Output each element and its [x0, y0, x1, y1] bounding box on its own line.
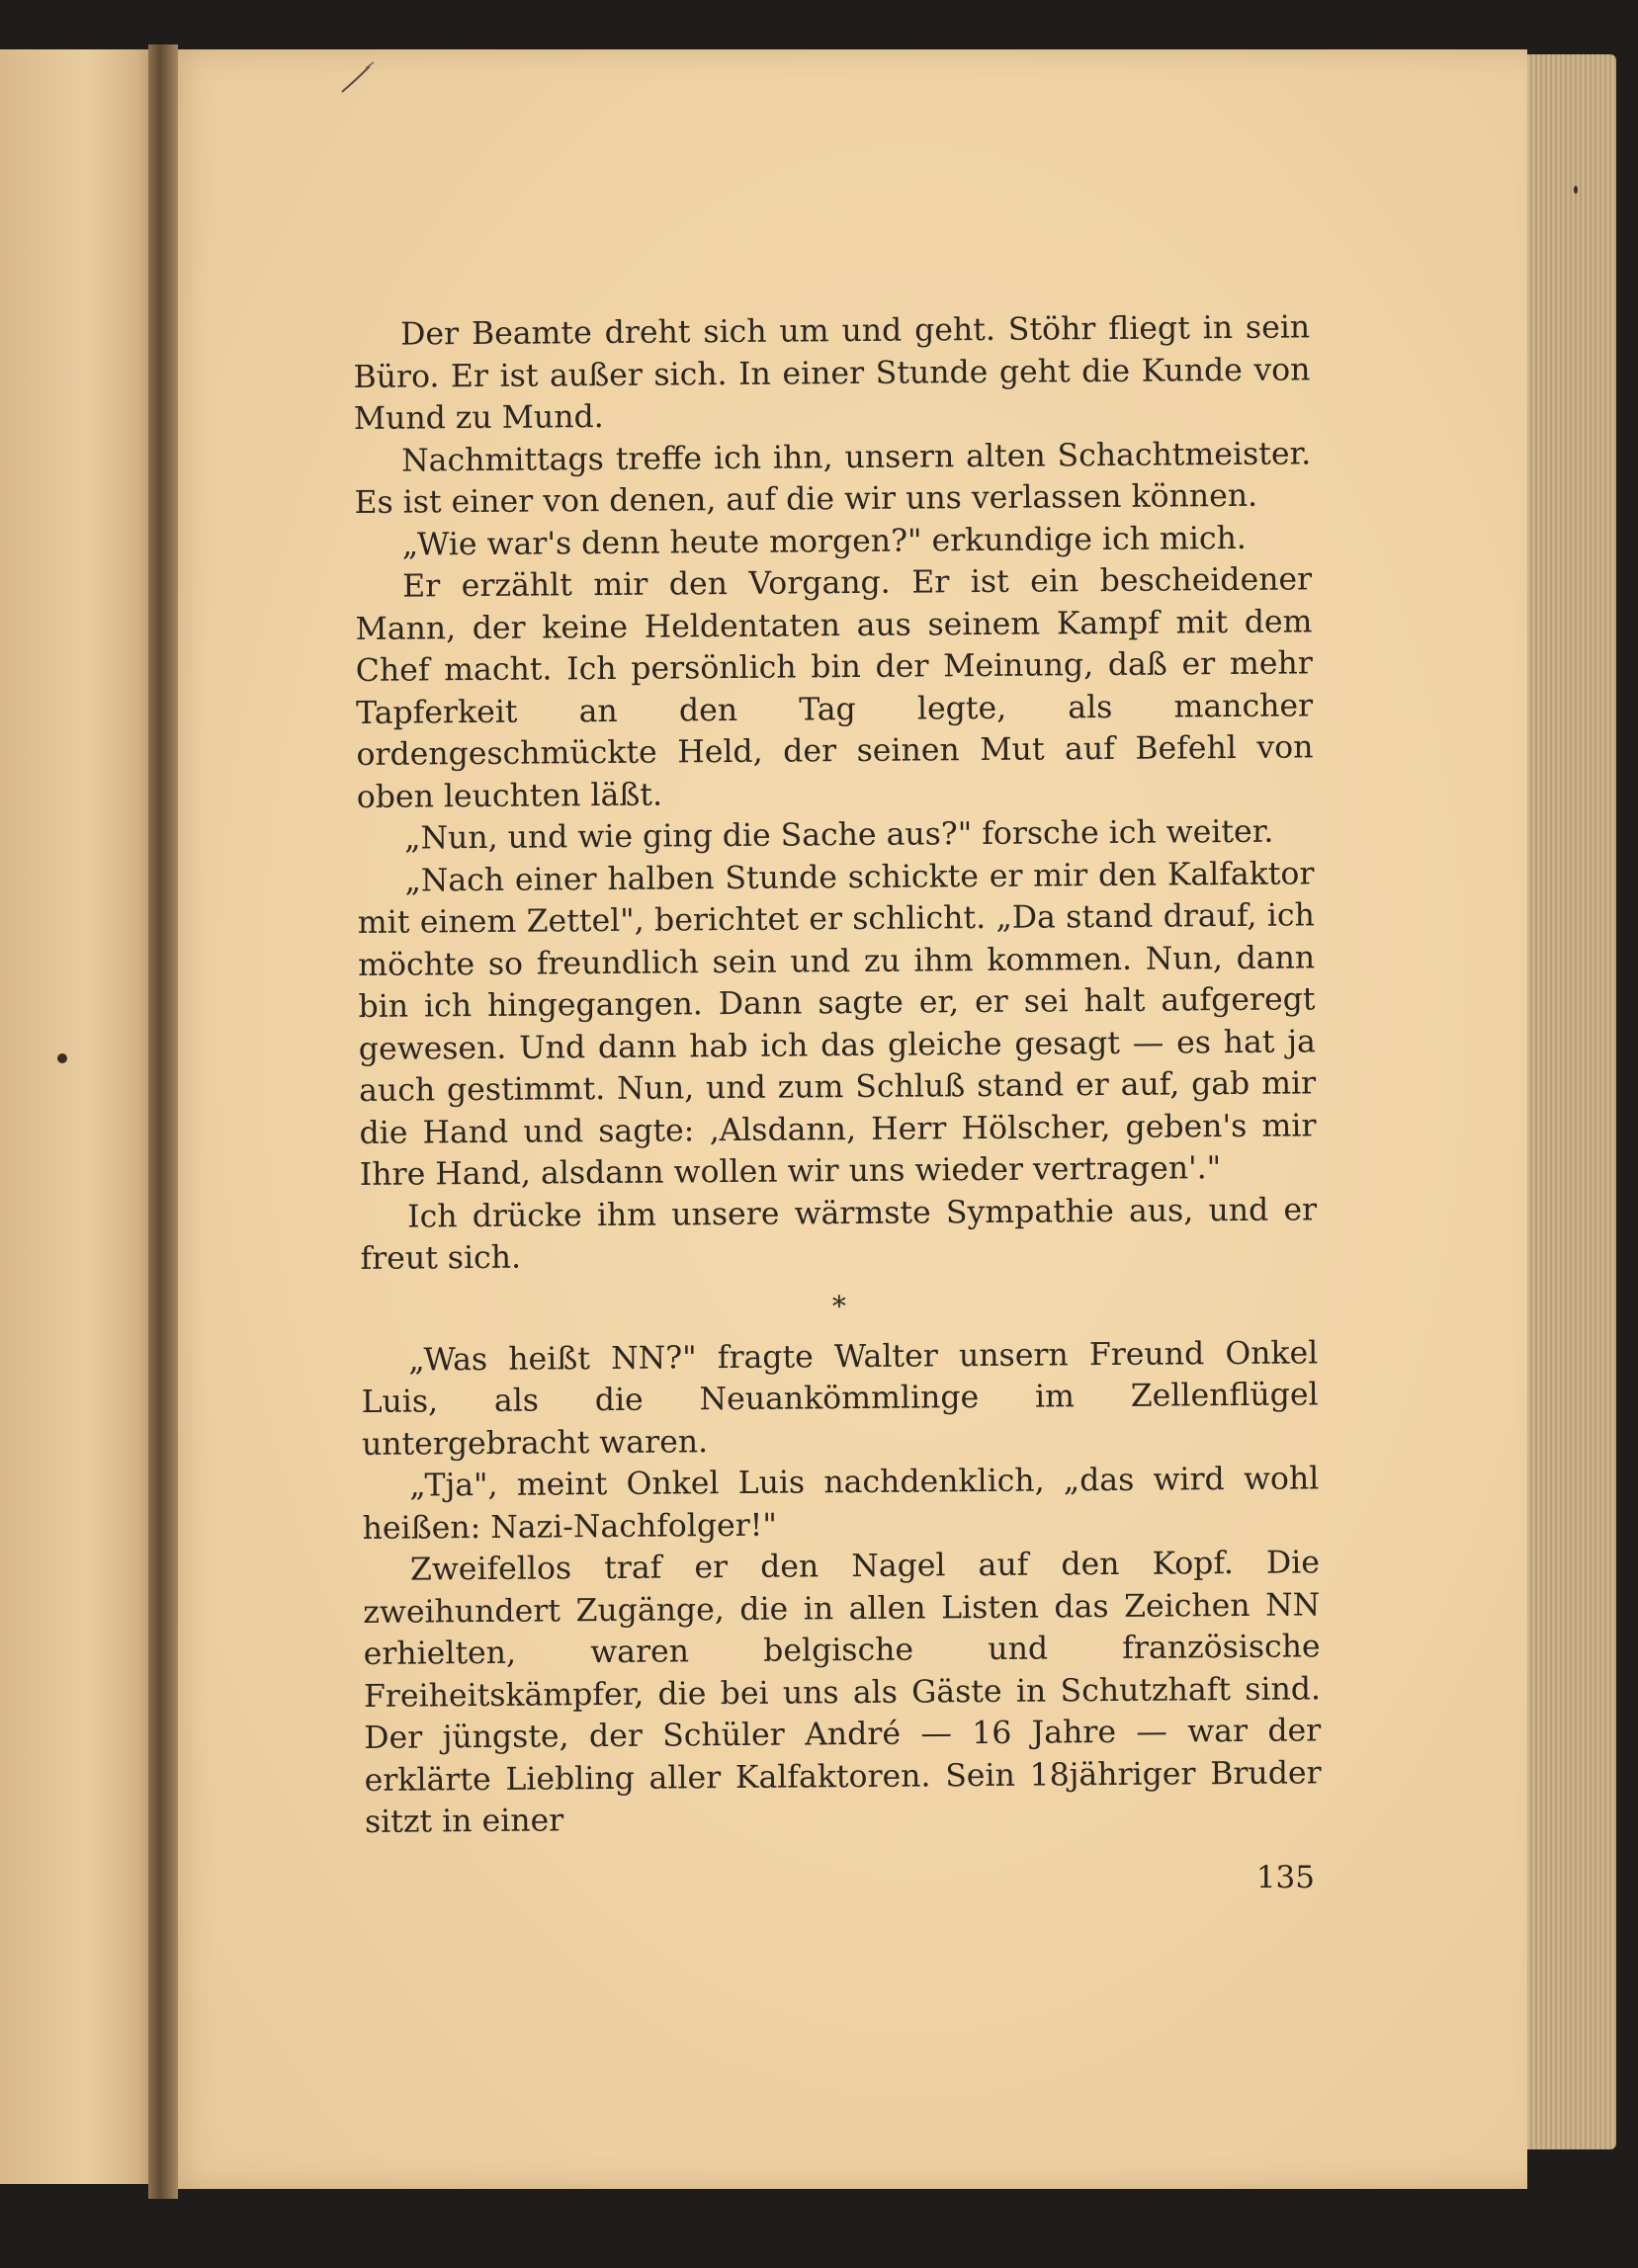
pencil-mark-icon [336, 54, 395, 104]
paragraph: „Nun, und wie ging die Sache aus?" forsche ich weiter. [404, 813, 1274, 857]
left-page-edge [0, 49, 158, 2184]
paragraph: „Nach einer halben Stunde schickte er mir den Kalfaktor mit einem Zettel", berichtet er schlicht. „Da stand drauf, ich möchte so freundlich sein und zu ihm kommen. Nun, dann bin ich hingegangen. Dann sagte er, er sei halt aufgeregt gewesen. Und dann hab ich das gleiche gesagt — es hat ja auch gestimmt. Nun, und zum Schluß stand er auf, gab mir die Hand und sagte: ‚Alsdann, Herr Hölscher, geben's mir Ihre Hand, alsdann wollen wir uns wieder vertragen'." [357, 855, 1317, 1193]
paragraph: „Wie war's denn heute morgen?" erkundige ich mich. [401, 520, 1247, 563]
paragraph: Zweifellos traf er den Nagel auf den Kopf. Die zweihundert Zugänge, die in allen Listen das Zeichen NN erhielten, waren belgische und französische Freiheitskämpfer, die bei uns als Gäste in Schutzhaft sind. Der jüngste, der Schüler André — 16 Jahre — war der erklärte Liebling aller Kalfaktoren. Sein 18jähriger Bruder sitzt in einer [363, 1545, 1322, 1840]
paragraph: „Tja", meint Onkel Luis nachdenklich, „das wird wohl heißen: Nazi-Nachfolger!" [362, 1461, 1320, 1547]
ink-speck [1574, 186, 1578, 194]
paragraph: Er erzählt mir den Vorgang. Er ist ein bescheidener Mann, der keine Heldentaten aus seinem Kampf mit dem Chef macht. Ich persönlich bin der Meinung, daß er mehr Tapferkeit an den Tag legte, als mancher ordengeschmückte Held, der seinen Mut auf Befehl von oben leuchten läßt. [355, 561, 1314, 815]
ink-speck [57, 1053, 67, 1063]
section-separator: * [831, 1289, 847, 1322]
body-text [353, 306, 1322, 1843]
page-number: 135 [1255, 1860, 1315, 1895]
paragraph: Ich drücke ihm unsere wärmste Sympathie aus, und er freut sich. [360, 1191, 1318, 1277]
page-edges [1522, 54, 1616, 2149]
paragraph: Der Beamte dreht sich um und geht. Stöhr fliegt in sein Büro. Er ist außer sich. In einer Stunde geht die Kunde von Mund zu Mund. [353, 309, 1311, 437]
paragraph: „Was heißt NN?" fragte Walter unsern Freund Onkel Luis, als die Neuankömmlinge im Zellenflügel untergebracht waren. [361, 1334, 1319, 1463]
paragraph: Nachmittags treffe ich ihn, unsern alten Schachtmeister. Es ist einer von denen, auf die wir uns verlassen können. [354, 435, 1312, 521]
book-gutter [148, 44, 178, 2199]
